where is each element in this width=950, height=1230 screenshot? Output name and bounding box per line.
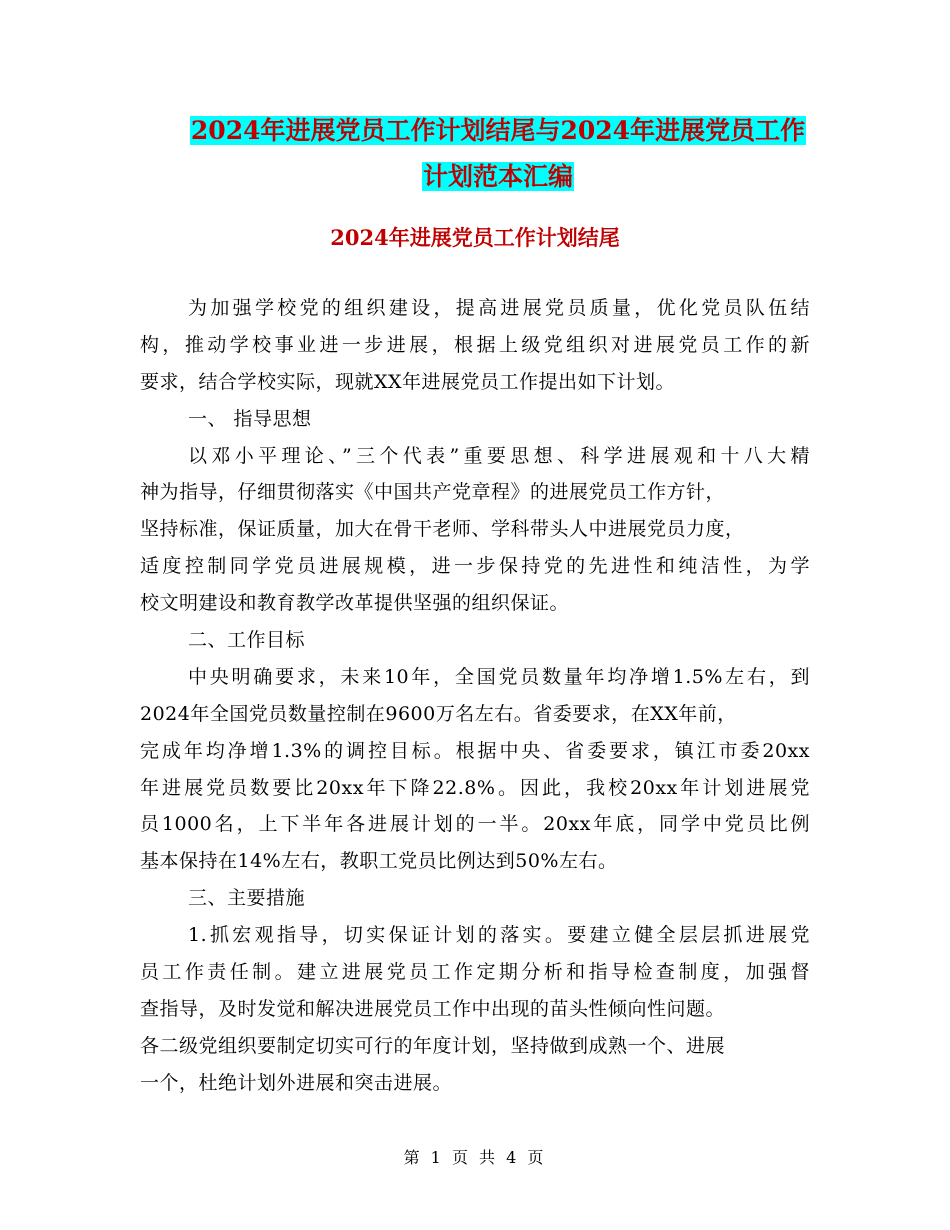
body-line: 中央明确要求，未来10年，全国党员数量年均净增1.5%左右，到 [188, 665, 810, 688]
body-line: 完成年均净增1.3%的调控目标。根据中央、省委要求，镇江市委20xx [140, 739, 810, 762]
document-body [140, 290, 810, 1102]
body-line: 1.抓宏观指导，切实保证计划的落实。要建立健全层层抓进展党 [188, 924, 810, 947]
body-line: 要求，结合学校实际，现就XX年进展党员工作提出如下计划。 [140, 370, 676, 393]
body-line: 2024年全国党员数量控制在9600万名左右。省委要求，在XX年前， [140, 702, 737, 725]
body-line: 坚持标准，保证质量，加大在骨干老师、学科带头人中进展党员力度， [140, 518, 745, 541]
section-title: 2024年进展党员工作计划结尾 [330, 225, 620, 250]
body-line: 查指导，及时发觉和解决进展党员工作中出现的苗头性倾向性问题。 [140, 997, 726, 1020]
document-title-line-2: 计划范本汇编 [422, 162, 573, 191]
body-line: 以邓小平理论、”三个代表”重要思想、科学进展观和十八大精 [188, 444, 810, 467]
body-line: 员1000名，上下半年各进展计划的一半。20xx年底，同学中党员比例 [140, 813, 810, 836]
body-line: 构，推动学校事业进一步进展，根据上级党组织对进展党员工作的新 [140, 333, 810, 356]
body-line: 一个，杜绝计划外进展和突击进展。 [140, 1071, 453, 1094]
body-line: 基本保持在14%左右，教职工党员比例达到50%左右。 [140, 850, 618, 873]
body-line: 为加强学校党的组织建设，提高进展党员质量，优化党员队伍结 [188, 297, 810, 319]
body-line: 神为指导，仔细贯彻落实《中国共产党章程》的进展党员工作方针， [140, 481, 726, 504]
section-heading: 二、工作目标 [188, 629, 306, 652]
body-line: 校文明建设和教育教学改革提供坚强的组织保证。 [140, 592, 570, 615]
page-footer: 第 1 页 共 4 页 [403, 1148, 547, 1167]
section-heading: 三、主要措施 [188, 887, 306, 910]
document-title-line-1: 2024年进展党员工作计划结尾与2024年进展党员工作 [190, 116, 806, 145]
section-heading: 一、 指导思想 [188, 407, 312, 430]
body-line: 各二级党组织要制定切实可行的年度计划，坚持做到成熟一个、进展 [140, 1034, 726, 1057]
body-line: 年进展党员数要比20xx年下降22.8%。因此，我校20xx年计划进展党 [140, 776, 810, 799]
body-line: 员工作责任制。建立进展党员工作定期分析和指导检查制度，加强督 [140, 961, 810, 984]
body-line: 适度控制同学党员进展规模，进一步保持党的先进性和纯洁性，为学 [140, 555, 810, 578]
document-title [140, 108, 856, 200]
